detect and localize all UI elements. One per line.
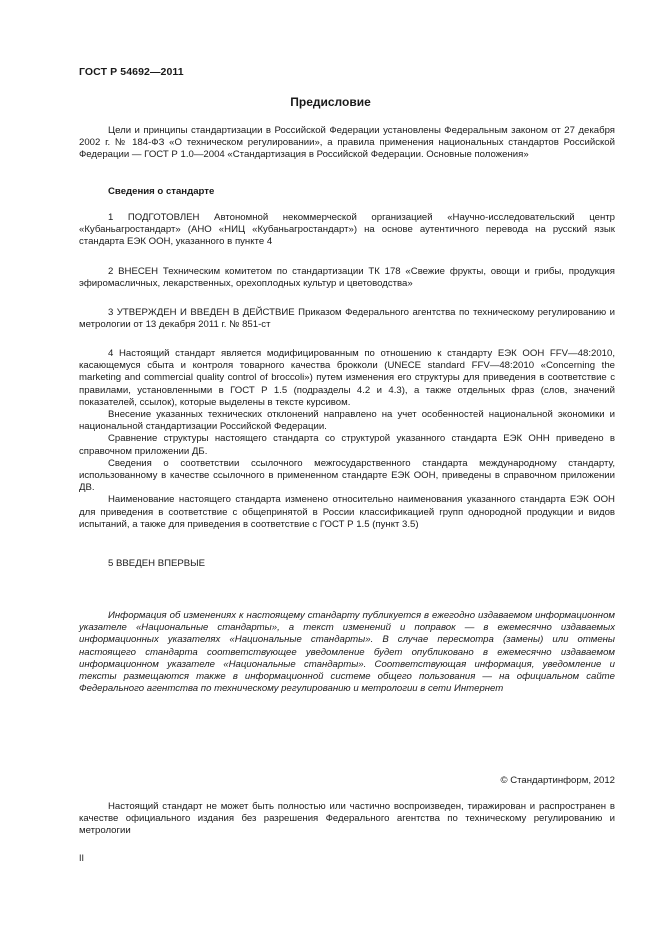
item-4 bbox=[79, 348, 615, 531]
item-4-paragraph: 4 Настоящий стандарт является модифицированным по отношению к стандарту ЕЭК ООН FFV—48:2010, касающемуся сбыта и контроля товарного качества брокколи (UNECE standard FFV—48:2010 «Concerning the marketing and commercial quality control of broccoli») путем изменения его структуры для приведения в соответствие с правилами, установленными в ГОСТ Р 1.5 (подразделы 4.2 и 4.3), а также отдельных фраз (слов, значений показателей, ссылок), которые выделены в тексте курсивом. bbox=[79, 348, 615, 408]
section-heading-block bbox=[79, 186, 615, 198]
notice-block bbox=[79, 610, 615, 695]
intro-text: Цели и принципы стандартизации в Российской Федерации установлены Федеральным законом от 27 декабря 2002 г. № 184-ФЗ «О техническом регулировании», а правила применения национальных стандартов Российской Федерации — ГОСТ Р 1.0—2004 «Стандартизация в Российской Федерации. Основные положения» bbox=[79, 125, 615, 161]
item-4-paragraph: Сравнение структуры настоящего стандарта со структурой указанного стандарта ЕЭК ОНН приведено в справочном приложении ДБ. bbox=[79, 433, 615, 457]
item-5-text: 5 ВВЕДЕН ВПЕРВЫЕ bbox=[108, 558, 206, 569]
copyright-block bbox=[79, 775, 615, 787]
item-4-paragraph: Внесение указанных технических отклонений направлено на учет особенностей национальной экономики и национальной стандартизации Российской Федерации. bbox=[79, 409, 615, 433]
page-number: II bbox=[79, 853, 85, 863]
section-heading: Сведения о стандарте bbox=[108, 186, 215, 197]
item-1-text: 1 ПОДГОТОВЛЕН Автономной некоммерческой организацией «Научно-исследовательский центр «Кубаньагростандарт» (АНО «НИЦ «Кубаньагростандарт») на основе аутентичного перевода на русский язык стандарта ЕЭК ООН, указанного в пункте 4 bbox=[79, 212, 615, 248]
reproduction-block bbox=[79, 801, 615, 838]
intro-paragraph bbox=[79, 125, 615, 162]
reproduction-text: Настоящий стандарт не может быть полностью или частично воспроизведен, тиражирован и распространен в качестве официального издания без разрешения Федерального агентства по техническому регулированию и метрологии bbox=[79, 801, 615, 837]
page-title: Предисловие bbox=[290, 95, 371, 109]
item-3 bbox=[79, 307, 615, 331]
item-3-text: 3 УТВЕРЖДЕН И ВВЕДЕН В ДЕЙСТВИЕ Приказом Федерального агентства по техническому регулированию и метрологии от 13 декабря 2011 г. № 851-ст bbox=[79, 307, 615, 331]
item-1 bbox=[79, 212, 615, 249]
item-2 bbox=[79, 266, 615, 290]
item-5 bbox=[79, 558, 615, 570]
item-4-paragraph: Сведения о соответствии ссылочного межгосударственного стандарта международному стандарту, использованному в качестве ссылочного в примененном стандарте ЕЭК ООН, приведены в справочном приложении ДВ. bbox=[79, 457, 615, 494]
copyright-text: © Стандартинформ, 2012 bbox=[500, 775, 615, 786]
item-4-paragraph: Наименование настоящего стандарта изменено относительно наименования указанного стандарта ЕЭК ООН для приведения в соответствие с общепринятой в России классификацией групп однородной продукции и видов испытаний, а также для приведения в соответствие с ГОСТ Р 1.5 (пункт 3.5) bbox=[79, 494, 615, 530]
notice-text: Информация об изменениях к настоящему стандарту публикуется в ежегодно издаваемом информационном указателе «Национальные стандарты», а текст изменений и поправок — в ежемесячно издаваемых информационных указателях «Национальные стандарты». В случае пересмотра (замены) или отмены настоящего стандарта соответствующее уведомление будет опубликовано в ежемесячно издаваемом информационном указателе «Национальные стандарты». Соответствующая информация, уведомление и тексты размещаются также в информационной системе общего пользования — на официальном сайте Федерального агентства по техническому регулированию и метрологии в сети Интернет bbox=[79, 610, 615, 695]
document-header: ГОСТ Р 54692—2011 bbox=[79, 66, 184, 78]
item-2-text: 2 ВНЕСЕН Техническим комитетом по стандартизации ТК 178 «Свежие фрукты, овощи и грибы, продукция эфиромасличных, лекарственных, орехоплодных культур и цветоводства» bbox=[79, 266, 615, 290]
